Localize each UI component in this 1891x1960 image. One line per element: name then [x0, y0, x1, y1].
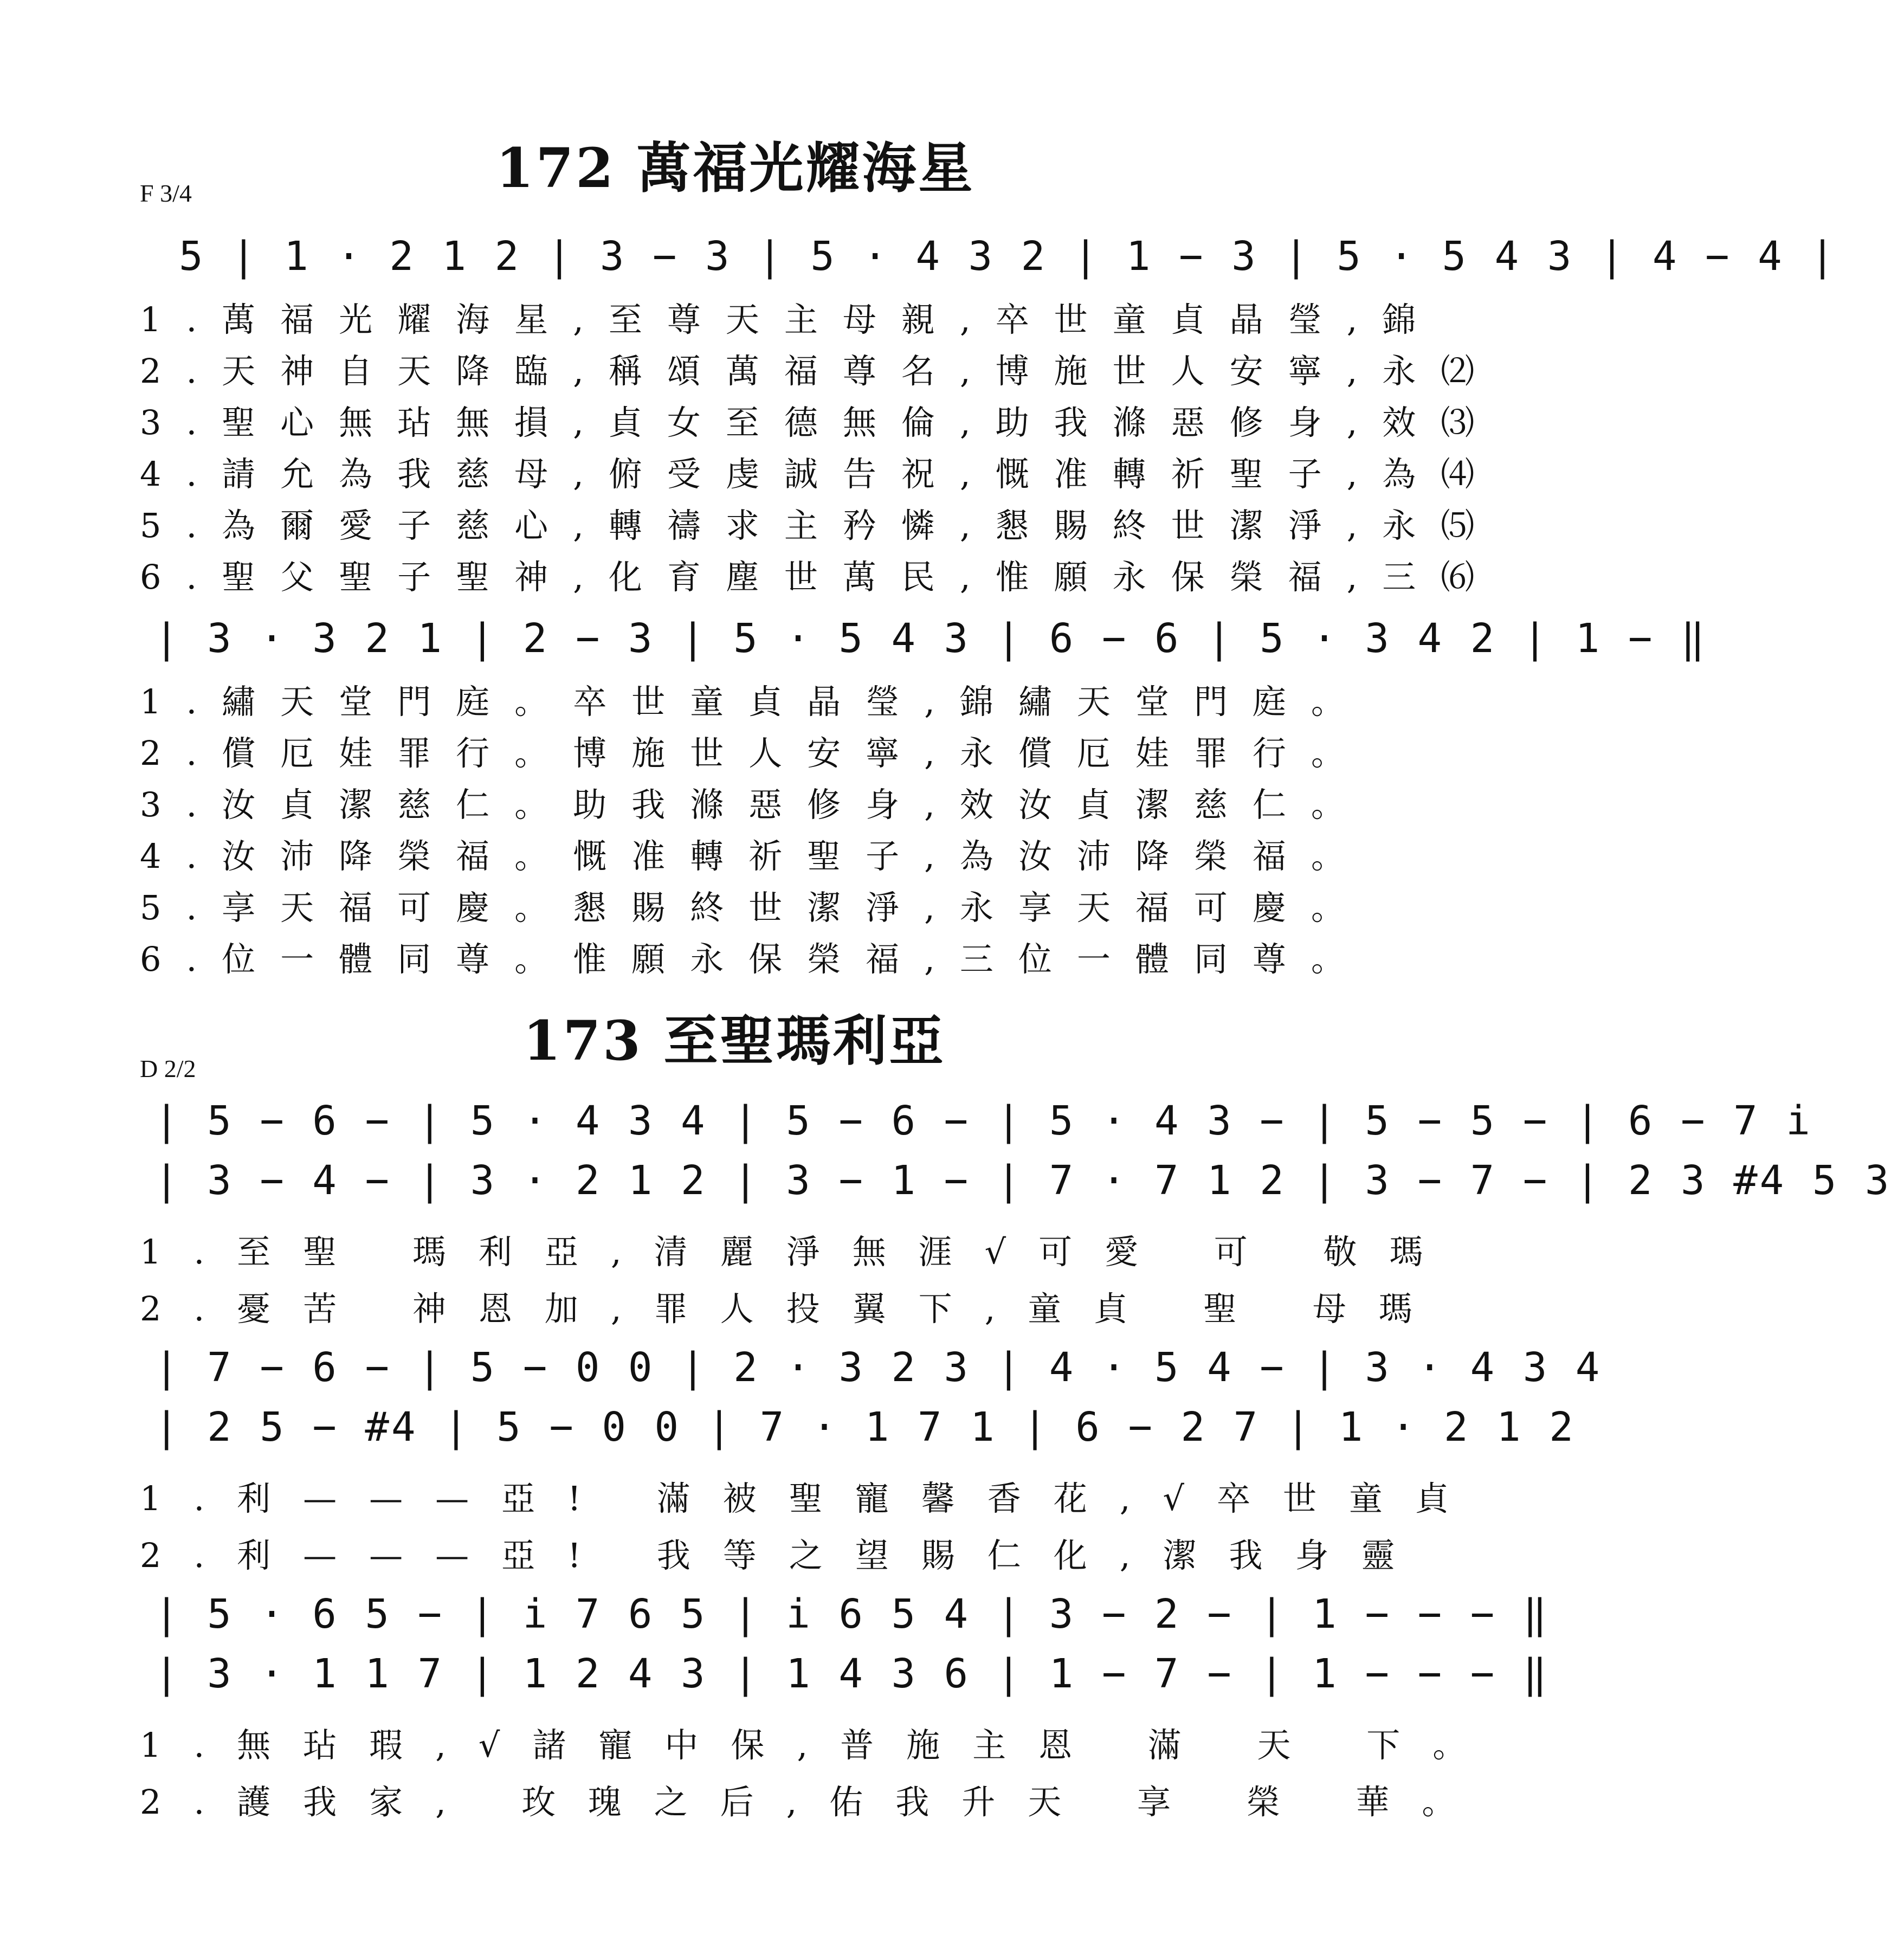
hymn-173-system-3-treble: | 5 · 6 5 − | i 7 6 5 | i 6 5 4 | 3 − 2 − | 1 − − − ‖ — [154, 1591, 1550, 1637]
hymn-173-system-1-treble: | 5 − 6 − | 5 · 4 3 4 | 5 − 6 − | 5 · 4 3 − | 5 − 5 − | 6 − 7 i — [154, 1098, 1812, 1144]
hymn-173-key-signature: D 2/2 — [140, 1055, 196, 1082]
hymn-173-system-3-alto: | 3 · 1 1 7 | 1 2 4 3 | 1 4 3 6 | 1 − 7 − | 1 − − − ‖ — [154, 1650, 1550, 1697]
verse-line: 1.至聖 瑪利亞,清麗淨無涯√可愛 可 敬瑪 — [140, 1232, 1456, 1272]
hymn-173-title: 173 至聖瑪利亞 — [523, 1009, 946, 1073]
verse-line: 3.聖心無玷無損,貞女至德無倫,助我滌惡修身,效⑶ — [140, 403, 1500, 442]
verse-line: 5.為爾愛子慈心,轉禱求主矜憐,懇賜終世潔淨,永⑸ — [140, 506, 1500, 545]
verse-line: 1.繡天堂門庭。卒世童貞晶瑩,錦繡天堂門庭。 — [140, 682, 1370, 721]
verse-line: 5.享天福可慶。懇賜終世潔淨,永享天福可慶。 — [140, 888, 1370, 927]
hymn-172-melody-line-1: 5 | 1 · 2 1 2 | 3 − 3 | 5 · 4 3 2 | 1 − 3 | 5 · 5 4 3 | 4 − 4 | — [179, 233, 1837, 280]
verse-line: 4.請允為我慈母,俯受虔誠告祝,慨准轉祈聖子,為⑷ — [140, 454, 1500, 494]
verse-line: 3.汝貞潔慈仁。助我滌惡修身,效汝貞潔慈仁。 — [140, 785, 1370, 824]
verse-line: 2.天神自天降臨,稱頌萬福尊名,博施世人安寧,永⑵ — [140, 351, 1500, 391]
verse-line: 1.利———亞! 滿被聖寵馨香花,√卒世童貞 — [140, 1479, 1481, 1518]
hymn-173-system-2-alto: | 2 5 − #4 | 5 − 0 0 | 7 · 1 7 1 | 6 − 2 7 | 1 · 2 1 2 — [154, 1404, 1576, 1450]
verse-line: 6.聖父聖子聖神,化育塵世萬民,惟願永保榮福,三⑹ — [140, 557, 1500, 597]
hymn-172-key-signature: F 3/4 — [140, 179, 192, 207]
verse-line: 2.利———亞! 我等之望賜仁化,潔我身靈 — [140, 1536, 1428, 1575]
hymn-172-melody-line-2: | 3 · 3 2 1 | 2 − 3 | 5 · 5 4 3 | 6 − 6 | 5 · 3 4 2 | 1 − ‖ — [154, 615, 1707, 662]
verse-line: 6.位一體同尊。惟願永保榮福,三位一體同尊。 — [140, 939, 1370, 979]
hymn-172-title: 172 萬福光耀海星 — [496, 136, 975, 200]
verse-line: 1.無玷瑕,√諸寵中保,普施主恩 滿 天 下。 — [140, 1725, 1499, 1765]
verse-line: 1.萬福光耀海星,至尊天主母親,卒世童貞晶瑩,錦 — [140, 300, 1441, 339]
verse-line: 2.憂苦 神恩加,罪人投翼下,童貞 聖 母瑪 — [140, 1289, 1445, 1329]
verse-line: 2.償厄娃罪行。博施世人安寧,永償厄娃罪行。 — [140, 733, 1370, 773]
hymn-173-system-1-alto: | 3 − 4 − | 3 · 2 1 2 | 3 − 1 − | 7 · 7 1 2 | 3 − 7 − | 2 3 #4 5 3 — [154, 1157, 1891, 1204]
verse-line: 4.汝沛降榮福。慨准轉祈聖子,為汝沛降榮福。 — [140, 836, 1370, 876]
hymn-173-system-2-treble: | 7 − 6 − | 5 − 0 0 | 2 · 3 2 3 | 4 · 5 4 − | 3 · 4 3 4 — [154, 1344, 1602, 1391]
verse-line: 2.護我家, 玫瑰之后,佑我升天 享 榮 華。 — [140, 1782, 1488, 1822]
